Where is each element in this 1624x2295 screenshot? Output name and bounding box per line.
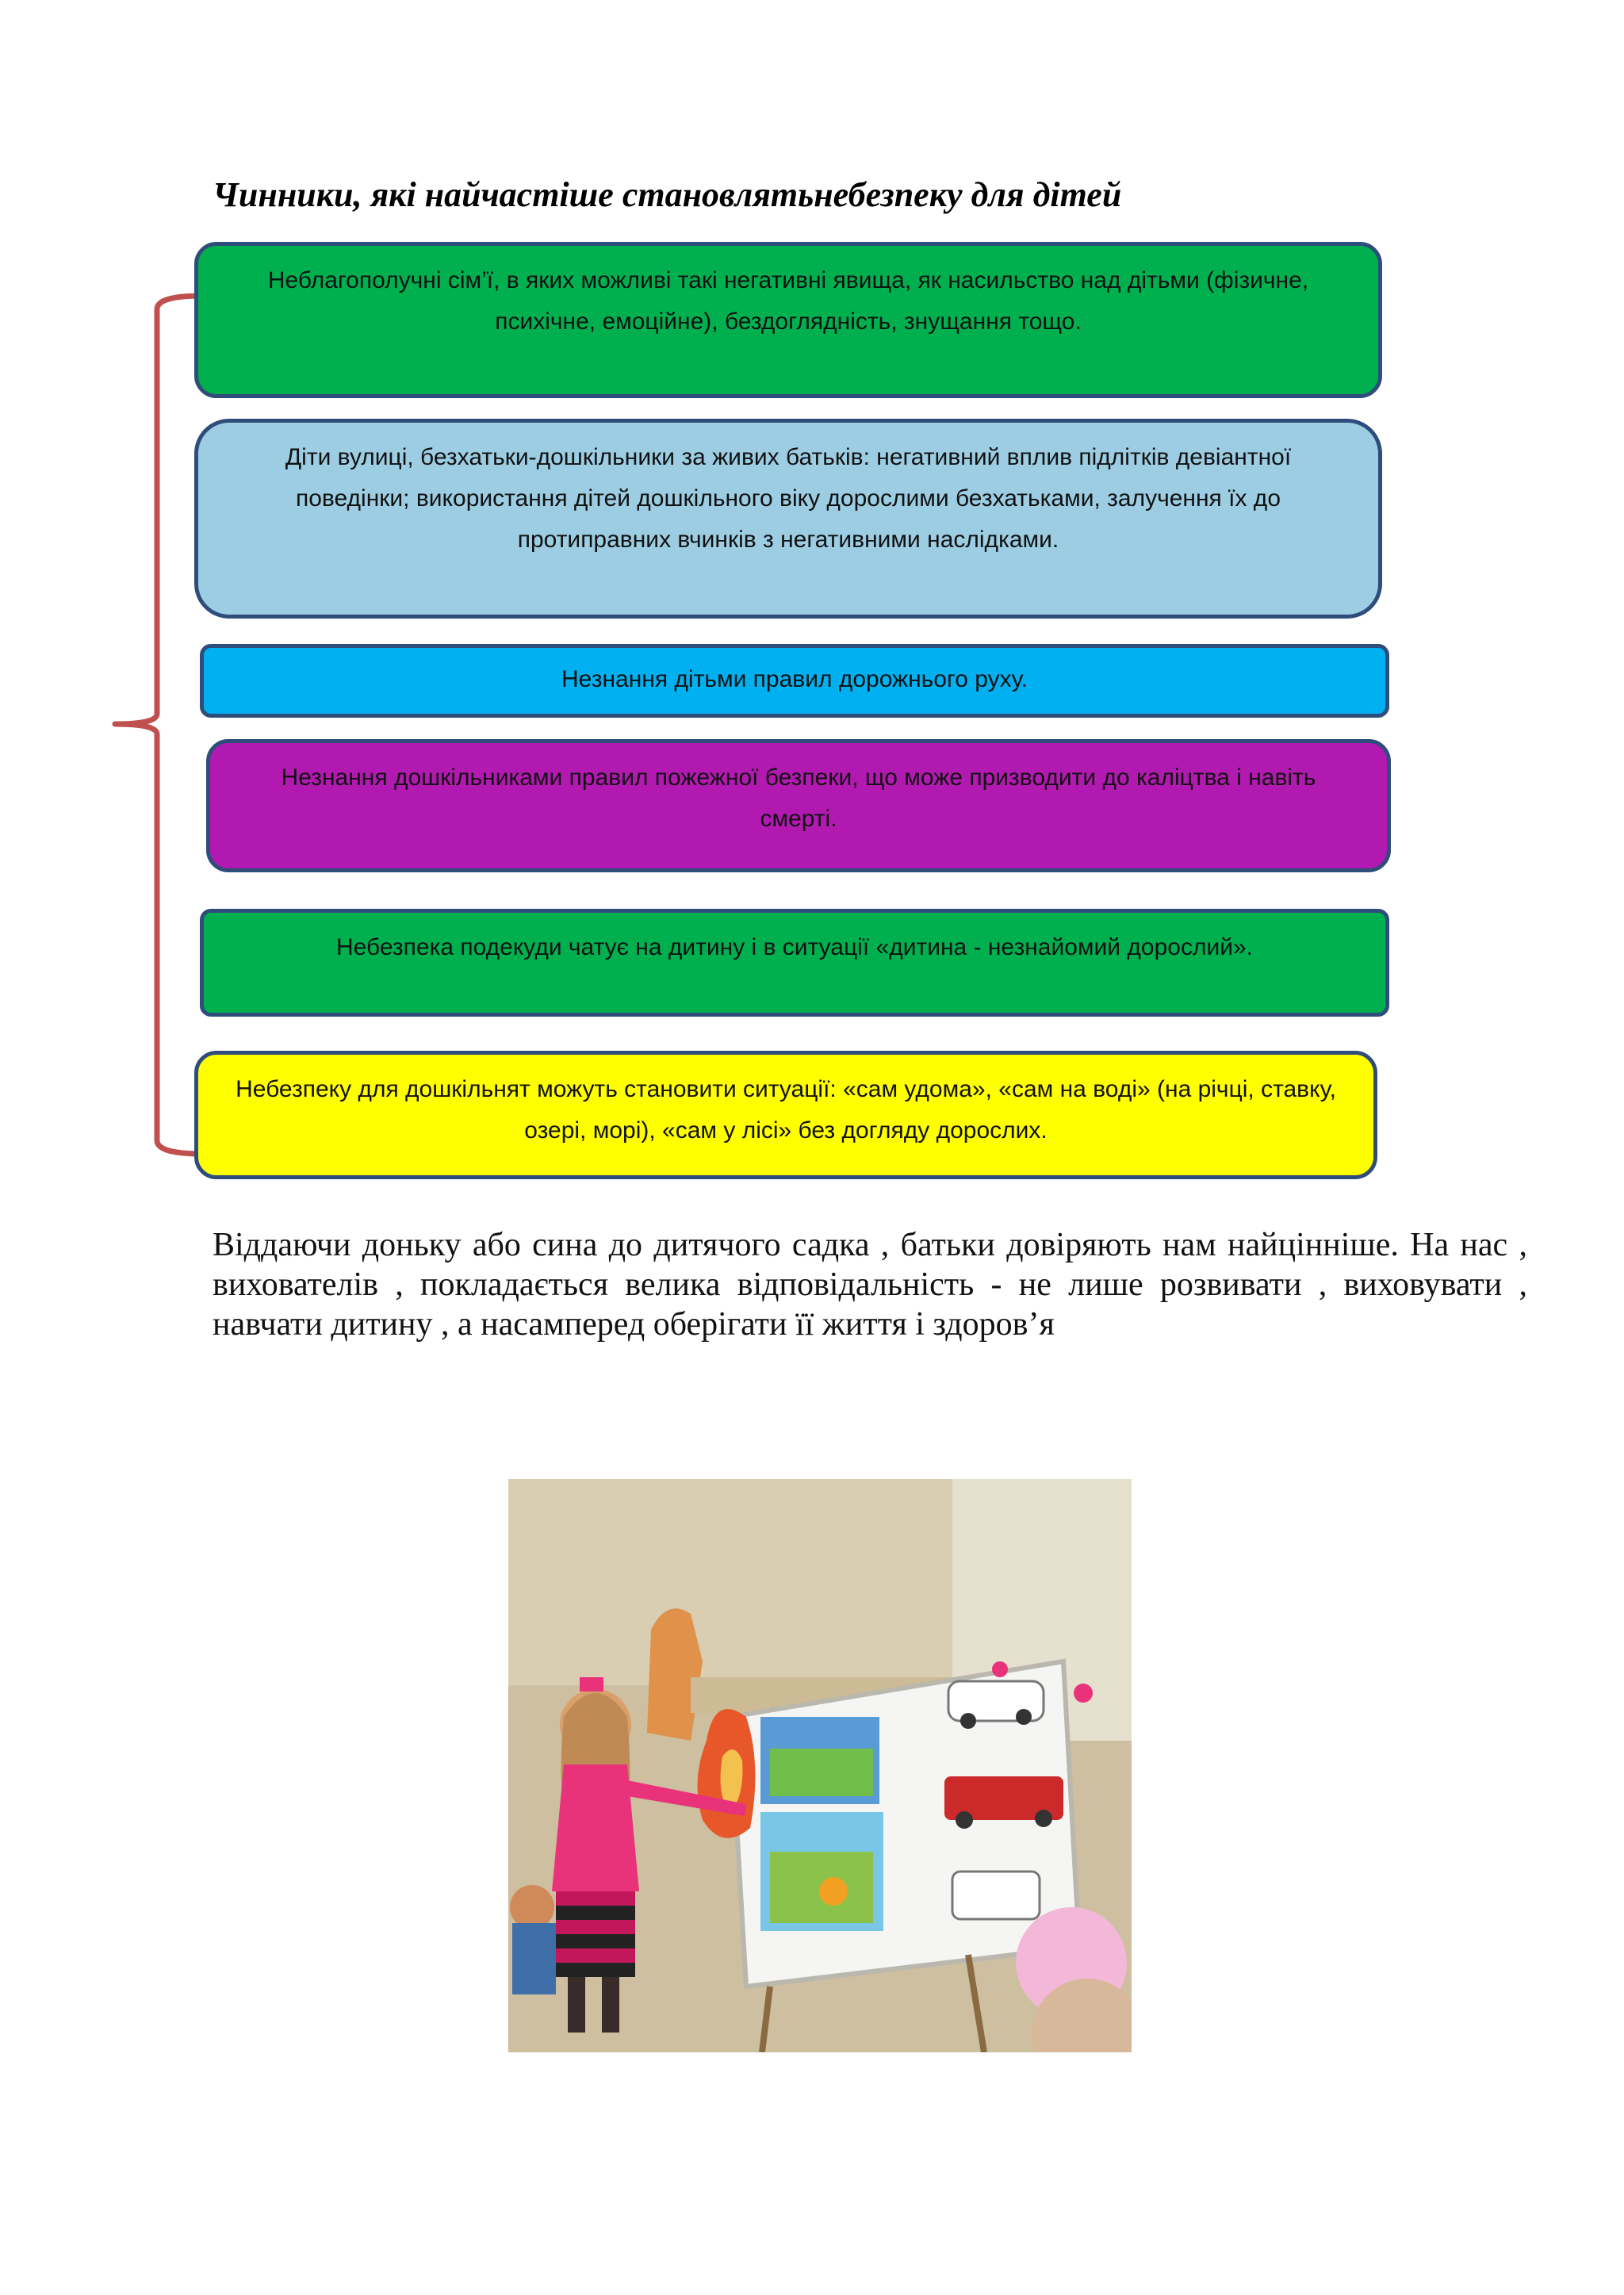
factor-text: Неблагополучні сім’ї, в яких можливі такі негативні явища, як насильство над дітьми (фізичне, психічне, емоційне), бездоглядність, знущання тощо. [267, 267, 1309, 335]
factor-text: Незнання дітьми правил дорожнього руху. [561, 666, 1028, 692]
factor-box-stranger [200, 909, 1389, 1017]
page-title: Чинники, які найчастіше становлятьнебезпеку для дітей [213, 175, 1122, 214]
photo-illustration [508, 1479, 1132, 2052]
factor-box-families [194, 242, 1382, 398]
curly-brace [111, 293, 206, 1158]
factor-text: Небезпека подекуди чатує на дитину і в ситуації «дитина - незнайомий дорослий». [336, 934, 1253, 960]
factor-box-fire-safety [206, 739, 1391, 872]
body-paragraph: Віддаючи доньку або сина до дитячого садка , батьки довіряють нам найцінніше. На нас , вихователів , покладається велика відповідальність - не лише розвивати , виховувати , навчати дитину , а насамперед оберігати її життя і здоров’я [213, 1227, 1527, 1343]
factor-box-alone [194, 1051, 1377, 1179]
factor-text: Діти вулиці, безхатьки-дошкільники за живих батьків: негативний вплив підлітків девіантної поведінки; використання дітей дошкільного віку дорослими безхатьками, залучення їх до протиправних вчинків з негативними наслідками. [285, 444, 1292, 553]
classroom-photo [508, 1479, 1132, 2052]
factor-text: Незнання дошкільниками правил пожежної безпеки, що може призводити до каліцтва і навіть смерті. [281, 764, 1316, 832]
factor-box-street-children [194, 419, 1382, 619]
factor-text: Небезпеку для дошкільнят можуть становити ситуації: «сам удома», «сам на воді» (на річці, ставку, озері, морі), «сам у лісі» без догляду дорослих. [236, 1076, 1336, 1144]
factor-box-traffic-rules [200, 644, 1389, 718]
